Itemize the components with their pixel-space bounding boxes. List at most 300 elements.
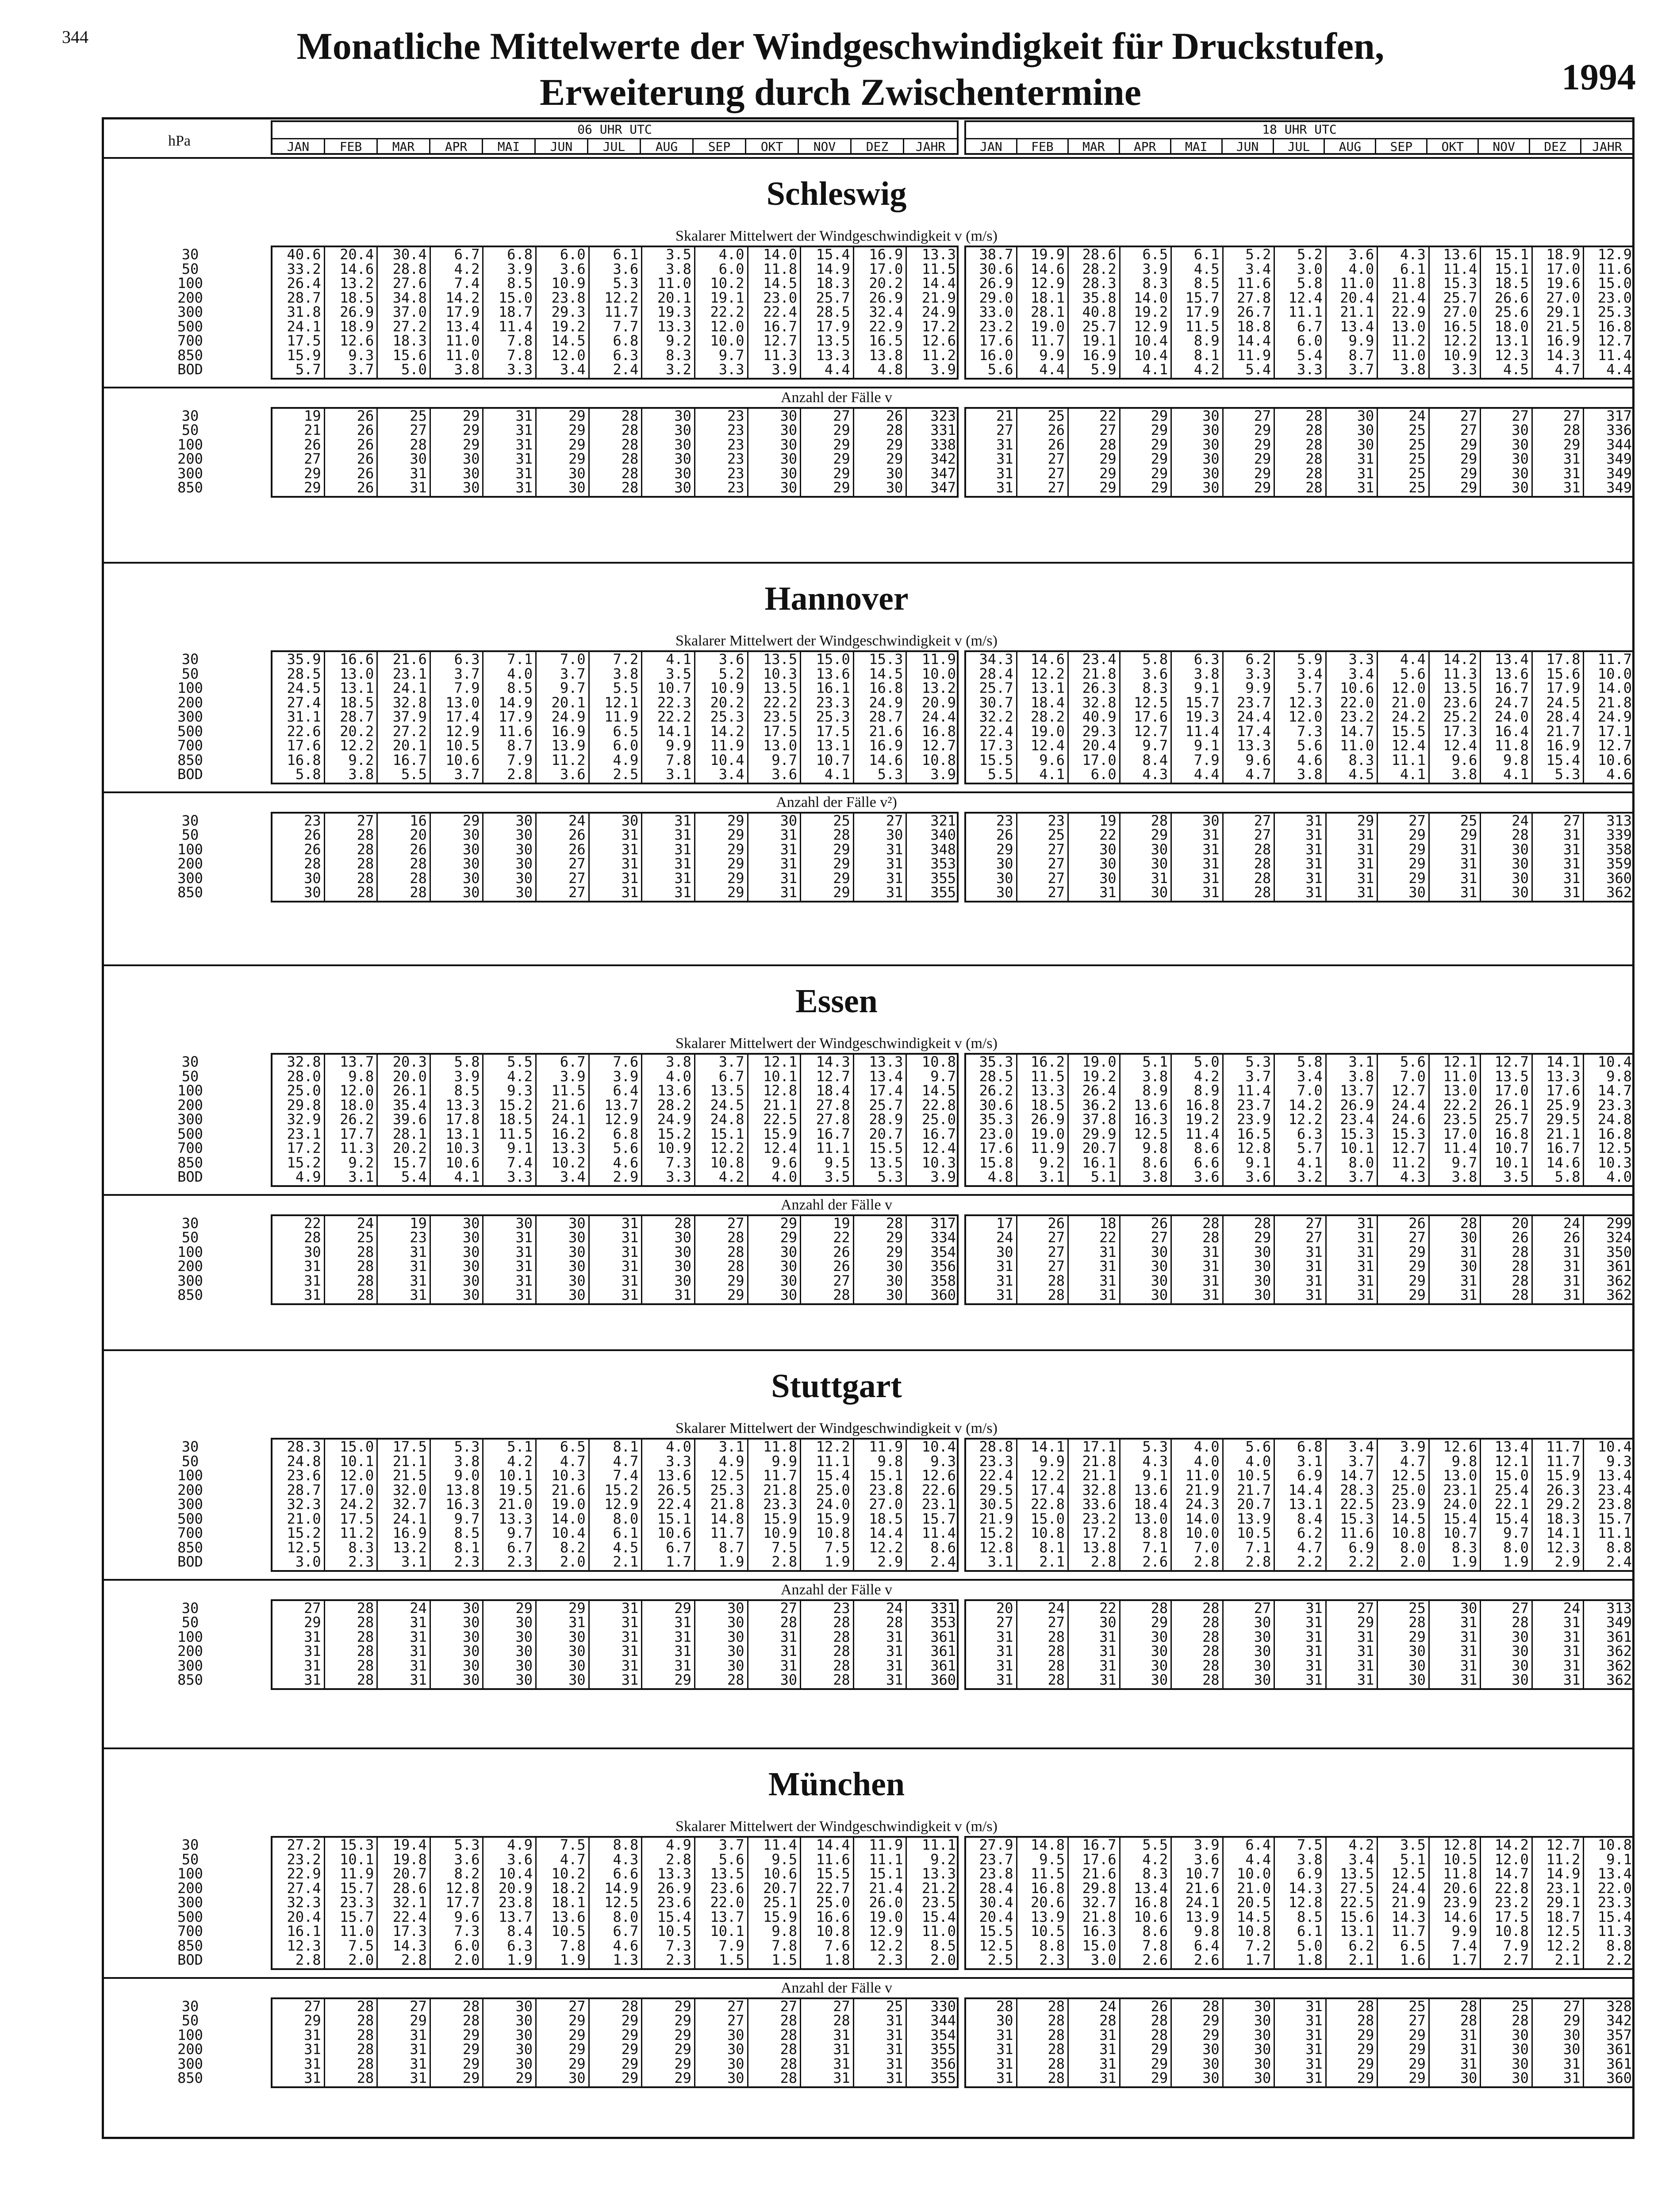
count-cell: 360 <box>930 1671 956 1688</box>
count-cell: 31 <box>886 2041 903 2058</box>
speed-cell: 26.4 <box>287 275 321 292</box>
count-cell: 28 <box>1151 812 1168 829</box>
speed-cell: 11.0 <box>340 1923 374 1939</box>
speed-cell: 9.8 <box>1193 1923 1220 1939</box>
speed-cell: 39.6 <box>392 1111 427 1128</box>
count-cell: 28 <box>462 1997 480 2015</box>
speed-cell: 23.3 <box>979 1452 1013 1470</box>
speed-cell: 3.1 <box>401 1553 427 1570</box>
speed-cell: 21.5 <box>1546 318 1581 335</box>
count-cell: 31 <box>674 826 691 843</box>
speed-cell: 12.7 <box>1391 1140 1426 1156</box>
speed-cell: 8.4 <box>507 1923 533 1939</box>
count-cell: 29 <box>568 2041 586 2058</box>
speed-cell: 10.3 <box>921 1154 956 1171</box>
speed-cell: 17.0 <box>340 1481 374 1498</box>
speed-cell: 24.4 <box>921 708 956 725</box>
count-cell: 29 <box>1151 479 1168 496</box>
count-cell: 31 <box>1099 2041 1117 2058</box>
speed-cell: 17.5 <box>287 332 321 349</box>
speed-cell: 32.3 <box>287 1894 321 1911</box>
count-cell: 31 <box>1357 465 1374 482</box>
pressure-label: 100 <box>177 1628 203 1645</box>
speed-cell: 20.4 <box>1340 289 1374 306</box>
count-cell: 27 <box>833 1272 850 1289</box>
count-cell: 30 <box>1202 407 1220 424</box>
speed-cell: 13.0 <box>1391 318 1426 335</box>
speed-cell: 9.6 <box>454 1908 480 1925</box>
speed-cell: 23.7 <box>1237 1096 1271 1114</box>
speed-cell: 25.9 <box>1546 1096 1581 1114</box>
speed-cell: 20.7 <box>1237 1496 1271 1513</box>
speed-cell: 2.0 <box>454 1951 480 1968</box>
speed-cell: 12.1 <box>1443 1053 1477 1070</box>
speed-cell: 20.7 <box>1082 1140 1117 1156</box>
speed-cell: 26.1 <box>392 1082 427 1099</box>
speed-cell: 13.2 <box>392 1539 427 1556</box>
speed-cell: 12.4 <box>1443 737 1477 754</box>
speed-cell: 6.7 <box>613 1923 639 1939</box>
count-cell: 27 <box>780 1599 798 1617</box>
count-cell: 29 <box>410 2012 427 2029</box>
speed-cell: 14.5 <box>551 332 586 349</box>
speed-cell: 17.4 <box>869 1082 903 1099</box>
count-cell: 30 <box>1408 1671 1426 1688</box>
count-cell: 30 <box>515 826 533 843</box>
speed-cell: 13.1 <box>1288 1496 1323 1513</box>
count-cell: 30 <box>1512 1643 1529 1659</box>
speed-cell: 25.0 <box>1391 1481 1426 1498</box>
count-cell: 27 <box>1099 422 1117 438</box>
title-line-2: Erweiterung durch Zwischentermine <box>540 71 1141 113</box>
count-cell: 31 <box>410 1243 427 1260</box>
count-cell: 30 <box>1357 436 1374 453</box>
speed-cell: 25.6 <box>1494 303 1529 320</box>
count-cell: 28 <box>996 1997 1013 2015</box>
speed-cell: 38.7 <box>979 246 1013 263</box>
count-cell: 28 <box>357 1671 374 1688</box>
count-cell: 31 <box>515 1258 533 1275</box>
speed-cell: 23.0 <box>979 1125 1013 1142</box>
speed-cell: 5.3 <box>877 766 903 783</box>
speed-cell: 26.5 <box>657 1481 691 1498</box>
speed-cell: 17.9 <box>1185 303 1220 320</box>
speed-cell: 20.1 <box>657 289 691 306</box>
speed-table-title: Skalarer Mittelwert der Windgeschwindigkeit v (m/s) <box>675 633 998 649</box>
count-cell: 31 <box>1099 1258 1117 1275</box>
speed-cell: 11.2 <box>1391 332 1426 349</box>
speed-cell: 3.1 <box>1348 1053 1374 1070</box>
speed-cell: 20.2 <box>869 275 903 292</box>
count-cell: 28 <box>357 1628 374 1645</box>
speed-cell: 4.3 <box>1142 1452 1168 1470</box>
speed-cell: 27.6 <box>392 275 427 292</box>
speed-cell: 35.4 <box>392 1096 427 1114</box>
count-cell: 336 <box>1606 422 1632 438</box>
count-cell: 29 <box>1357 2041 1374 2058</box>
count-cell: 28 <box>727 1243 744 1260</box>
count-cell: 31 <box>515 407 533 424</box>
count-cell: 27 <box>304 450 321 467</box>
count-cell: 30 <box>515 2012 533 2029</box>
month-header: NOV <box>1479 139 1530 155</box>
count-cell: 31 <box>833 2055 850 2072</box>
speed-cell: 15.7 <box>340 1908 374 1925</box>
pressure-label: 100 <box>177 1467 203 1484</box>
speed-cell: 13.5 <box>1443 680 1477 696</box>
speed-cell: 29.3 <box>551 303 586 320</box>
speed-cell: 29.3 <box>1082 722 1117 740</box>
speed-cell: 9.9 <box>771 1452 798 1470</box>
speed-cell: 18.5 <box>340 289 374 306</box>
speed-cell: 8.1 <box>454 1539 480 1556</box>
speed-cell: 3.9 <box>930 766 956 783</box>
count-cell: 29 <box>833 450 850 467</box>
speed-cell: 11.1 <box>1391 751 1426 768</box>
count-cell: 344 <box>930 2012 956 2029</box>
speed-cell: 11.3 <box>1443 665 1477 682</box>
count-cell: 30 <box>515 2026 533 2043</box>
count-cell: 28 <box>410 884 427 901</box>
speed-cell: 8.6 <box>1193 1140 1220 1156</box>
speed-cell: 12.0 <box>1288 708 1323 725</box>
speed-cell: 6.3 <box>507 1937 533 1954</box>
count-cell: 27 <box>1563 1997 1581 2015</box>
speed-cell: 20.0 <box>392 1068 427 1085</box>
speed-cell: 15.4 <box>1494 1510 1529 1527</box>
speed-cell: 16.9 <box>1082 346 1117 364</box>
count-cell: 26 <box>304 826 321 843</box>
speed-cell: 25.2 <box>1443 708 1477 725</box>
speed-cell: 10.0 <box>921 665 956 682</box>
speed-cell: 11.7 <box>763 1467 798 1484</box>
speed-cell: 20.4 <box>340 246 374 263</box>
speed-cell: 14.4 <box>816 1836 850 1853</box>
count-cell: 31 <box>1099 2070 1117 2086</box>
section-divider <box>104 157 1633 159</box>
speed-cell: 18.5 <box>340 694 374 711</box>
pressure-label: 300 <box>177 1272 203 1289</box>
count-cell: 27 <box>996 1614 1013 1631</box>
speed-cell: 7.8 <box>1142 1937 1168 1954</box>
speed-cell: 23.0 <box>763 289 798 306</box>
speed-cell: 3.1 <box>666 766 691 783</box>
speed-cell: 23.1 <box>392 665 427 682</box>
count-cell: 29 <box>1151 1614 1168 1631</box>
count-cell: 28 <box>621 465 639 482</box>
count-cell: 28 <box>357 1997 374 2015</box>
count-cell: 26 <box>833 1243 850 1260</box>
speed-cell: 11.7 <box>604 303 639 320</box>
speed-cell: 17.3 <box>1443 722 1477 740</box>
count-cell: 31 <box>1305 1272 1323 1289</box>
count-cell: 30 <box>1408 1657 1426 1674</box>
speed-cell: 4.1 <box>1400 766 1426 783</box>
speed-cell: 14.0 <box>551 1510 586 1527</box>
speed-cell: 11.5 <box>551 1082 586 1099</box>
speed-cell: 17.0 <box>869 260 903 277</box>
count-cell: 27 <box>727 1214 744 1232</box>
speed-cell: 19.8 <box>392 1851 427 1868</box>
count-cell: 28 <box>1048 2026 1065 2043</box>
count-cell: 29 <box>1460 479 1477 496</box>
count-cell: 27 <box>1563 407 1581 424</box>
speed-cell: 21.0 <box>499 1496 533 1513</box>
speed-cell: 15.7 <box>392 1154 427 1171</box>
count-cell: 349 <box>1606 465 1632 482</box>
speed-cell: 3.4 <box>1348 1438 1374 1455</box>
count-cell: 31 <box>780 826 798 843</box>
count-cell: 30 <box>462 826 480 843</box>
count-cell: 29 <box>1408 2026 1426 2043</box>
speed-cell: 23.9 <box>1237 1111 1271 1128</box>
station-name: Schleswig <box>766 175 907 212</box>
speed-cell: 11.9 <box>1031 1140 1065 1156</box>
speed-cell: 12.9 <box>1597 246 1632 263</box>
speed-cell: 22.9 <box>869 318 903 335</box>
count-cell: 27 <box>1512 1599 1529 1617</box>
count-cell: 31 <box>996 1258 1013 1275</box>
count-cell: 30 <box>1254 1671 1271 1688</box>
pressure-label: 50 <box>181 260 199 277</box>
count-cell: 29 <box>833 841 850 858</box>
speed-cell: 12.0 <box>551 346 586 364</box>
month-header: MAR <box>1069 139 1120 155</box>
count-cell: 30 <box>727 1643 744 1659</box>
pressure-label: 700 <box>177 1923 203 1939</box>
pressure-label: 200 <box>177 2041 203 2058</box>
count-cell: 31 <box>833 2070 850 2086</box>
speed-cell: 12.0 <box>1391 680 1426 696</box>
speed-cell: 5.6 <box>718 1851 744 1868</box>
speed-cell: 26.9 <box>657 1879 691 1897</box>
speed-cell: 2.3 <box>454 1553 480 1570</box>
speed-cell: 12.9 <box>445 722 480 740</box>
speed-cell: 2.6 <box>1193 1951 1220 1968</box>
speed-cell: 11.4 <box>499 318 533 335</box>
speed-cell: 11.0 <box>1443 1068 1477 1085</box>
speed-cell: 2.8 <box>1193 1553 1220 1570</box>
speed-cell: 13.1 <box>445 1125 480 1142</box>
speed-cell: 19.2 <box>1082 1068 1117 1085</box>
speed-cell: 22.2 <box>763 694 798 711</box>
speed-cell: 10.6 <box>445 1154 480 1171</box>
count-cell: 30 <box>780 450 798 467</box>
count-cell: 29 <box>1151 465 1168 482</box>
count-cell: 31 <box>1563 465 1581 482</box>
count-cell: 30 <box>515 855 533 872</box>
speed-cell: 10.6 <box>657 1525 691 1541</box>
count-cell: 31 <box>1099 2026 1117 2043</box>
speed-cell: 3.6 <box>1193 1168 1220 1185</box>
speed-cell: 31.1 <box>287 708 321 725</box>
speed-cell: 22.6 <box>287 722 321 740</box>
count-cell: 356 <box>930 1258 956 1275</box>
count-cell: 31 <box>410 2041 427 2058</box>
count-cell: 25 <box>1408 465 1426 482</box>
speed-cell: 15.0 <box>1082 1937 1117 1954</box>
speed-cell: 10.9 <box>551 275 586 292</box>
count-cell: 30 <box>462 1599 480 1617</box>
speed-cell: 5.2 <box>1245 246 1271 263</box>
speed-cell: 13.6 <box>816 665 850 682</box>
count-cell: 31 <box>304 2041 321 2058</box>
speed-cell: 14.5 <box>763 275 798 292</box>
speed-cell: 9.3 <box>1606 1452 1632 1470</box>
speed-cell: 13.9 <box>551 737 586 754</box>
speed-cell: 10.8 <box>816 1923 850 1939</box>
speed-cell: 16.8 <box>869 680 903 696</box>
speed-cell: 16.9 <box>1546 737 1581 754</box>
speed-cell: 10.7 <box>816 751 850 768</box>
speed-cell: 12.5 <box>1391 1467 1426 1484</box>
speed-cell: 18.1 <box>551 1894 586 1911</box>
speed-cell: 4.7 <box>560 1452 586 1470</box>
count-cell: 23 <box>410 1229 427 1246</box>
speed-cell: 15.9 <box>287 346 321 364</box>
speed-cell: 1.9 <box>1451 1553 1477 1570</box>
speed-cell: 14.0 <box>1597 680 1632 696</box>
count-cell: 31 <box>996 1657 1013 1674</box>
speed-cell: 10.7 <box>1494 1140 1529 1156</box>
count-cell: 28 <box>727 1229 744 1246</box>
count-cell: 31 <box>1305 1286 1323 1303</box>
speed-cell: 5.8 <box>454 1053 480 1070</box>
speed-cell: 21.8 <box>763 1481 798 1498</box>
count-cell: 26 <box>304 841 321 858</box>
speed-cell: 17.4 <box>1031 1481 1065 1498</box>
pressure-label: 30 <box>181 1438 199 1455</box>
speed-cell: 14.9 <box>604 1879 639 1897</box>
pressure-label: 500 <box>177 318 203 335</box>
speed-cell: 24.5 <box>710 1096 744 1114</box>
count-cell: 27 <box>1048 884 1065 901</box>
speed-cell: 6.4 <box>1245 1836 1271 1853</box>
speed-cell: 15.5 <box>979 1923 1013 1939</box>
count-cell: 29 <box>674 2012 691 2029</box>
speed-cell: 18.2 <box>551 1879 586 1897</box>
speed-cell: 24.4 <box>1391 1879 1426 1897</box>
speed-cell: 10.1 <box>763 1068 798 1085</box>
speed-cell: 12.5 <box>604 1894 639 1911</box>
count-cell: 30 <box>727 1657 744 1674</box>
count-cell: 26 <box>996 826 1013 843</box>
count-cell: 30 <box>1151 855 1168 872</box>
count-cell: 360 <box>1606 2070 1632 2086</box>
speed-cell: 15.6 <box>1340 1908 1374 1925</box>
speed-cell: 18.8 <box>1237 318 1271 335</box>
count-cell: 28 <box>1512 1614 1529 1631</box>
speed-cell: 10.9 <box>710 680 744 696</box>
count-cell: 31 <box>1305 2055 1323 2072</box>
month-header: JAN <box>966 139 1017 155</box>
count-cell: 31 <box>621 1286 639 1303</box>
pressure-label: 30 <box>181 1997 199 2015</box>
speed-cell: 28.2 <box>1082 260 1117 277</box>
count-cell: 338 <box>930 436 956 453</box>
count-cell: 28 <box>886 1214 903 1232</box>
count-cell: 29 <box>1460 450 1477 467</box>
speed-cell: 3.1 <box>1039 1168 1065 1185</box>
speed-cell: 10.0 <box>1597 665 1632 682</box>
speed-cell: 11.4 <box>763 1836 798 1853</box>
count-cell: 30 <box>515 2055 533 2072</box>
count-cell: 355 <box>930 2070 956 2086</box>
speed-cell: 2.9 <box>877 1553 903 1570</box>
speed-cell: 13.6 <box>1494 665 1529 682</box>
count-cell: 355 <box>930 884 956 901</box>
count-cell: 28 <box>1254 841 1271 858</box>
speed-cell: 9.1 <box>1193 737 1220 754</box>
count-cell: 28 <box>1305 450 1323 467</box>
speed-cell: 8.8 <box>1606 1539 1632 1556</box>
count-cell: 30 <box>1151 884 1168 901</box>
month-header: JUN <box>536 139 588 155</box>
speed-cell: 11.8 <box>1391 275 1426 292</box>
speed-cell: 1.8 <box>1297 1951 1323 1968</box>
speed-cell: 19.9 <box>1031 246 1065 263</box>
count-cell: 30 <box>462 1243 480 1260</box>
count-cell: 28 <box>1099 436 1117 453</box>
speed-cell: 4.9 <box>295 1168 321 1185</box>
count-cell: 31 <box>1460 2041 1477 2058</box>
speed-cell: 4.0 <box>718 246 744 263</box>
speed-cell: 10.3 <box>445 1140 480 1156</box>
count-cell: 30 <box>1512 2055 1529 2072</box>
count-cell: 28 <box>357 2070 374 2086</box>
speed-cell: 3.4 <box>718 766 744 783</box>
speed-cell: 7.5 <box>1297 1836 1323 1853</box>
speed-cell: 5.9 <box>1090 361 1117 378</box>
speed-cell: 10.6 <box>1134 1908 1168 1925</box>
speed-cell: 3.8 <box>1297 1851 1323 1868</box>
count-cell: 30 <box>568 1671 586 1688</box>
speed-cell: 35.3 <box>979 1111 1013 1128</box>
count-cell: 29 <box>621 2026 639 2043</box>
speed-cell: 24.4 <box>1237 708 1271 725</box>
speed-cell: 17.9 <box>499 708 533 725</box>
speed-cell: 4.7 <box>1554 361 1581 378</box>
speed-cell: 6.7 <box>666 1539 691 1556</box>
month-header: FEB <box>1017 139 1069 155</box>
speed-cell: 9.1 <box>1245 1154 1271 1171</box>
speed-cell: 23.7 <box>979 1851 1013 1868</box>
count-cell: 31 <box>1099 2055 1117 2072</box>
speed-cell: 1.9 <box>718 1553 744 1570</box>
count-cell: 361 <box>1606 1258 1632 1275</box>
speed-cell: 6.1 <box>613 246 639 263</box>
speed-cell: 15.0 <box>816 651 850 668</box>
count-cell: 29 <box>1151 2070 1168 2086</box>
count-cell: 25 <box>1048 407 1065 424</box>
speed-cell: 15.3 <box>1340 1510 1374 1527</box>
speed-cell: 5.5 <box>613 680 639 696</box>
speed-cell: 15.5 <box>869 1140 903 1156</box>
count-cell: 28 <box>621 422 639 438</box>
speed-cell: 21.1 <box>763 1096 798 1114</box>
speed-cell: 1.9 <box>824 1553 850 1570</box>
speed-cell: 4.1 <box>1039 766 1065 783</box>
pressure-label: 850 <box>177 884 203 901</box>
speed-cell: 7.8 <box>771 1937 798 1954</box>
speed-cell: 17.8 <box>445 1111 480 1128</box>
speed-cell: 5.8 <box>1297 275 1323 292</box>
speed-cell: 4.2 <box>1193 361 1220 378</box>
count-cell: 28 <box>780 2070 798 2086</box>
speed-cell: 10.5 <box>657 1923 691 1939</box>
speed-cell: 29.5 <box>1546 1111 1581 1128</box>
speed-cell: 23.8 <box>1597 1496 1632 1513</box>
